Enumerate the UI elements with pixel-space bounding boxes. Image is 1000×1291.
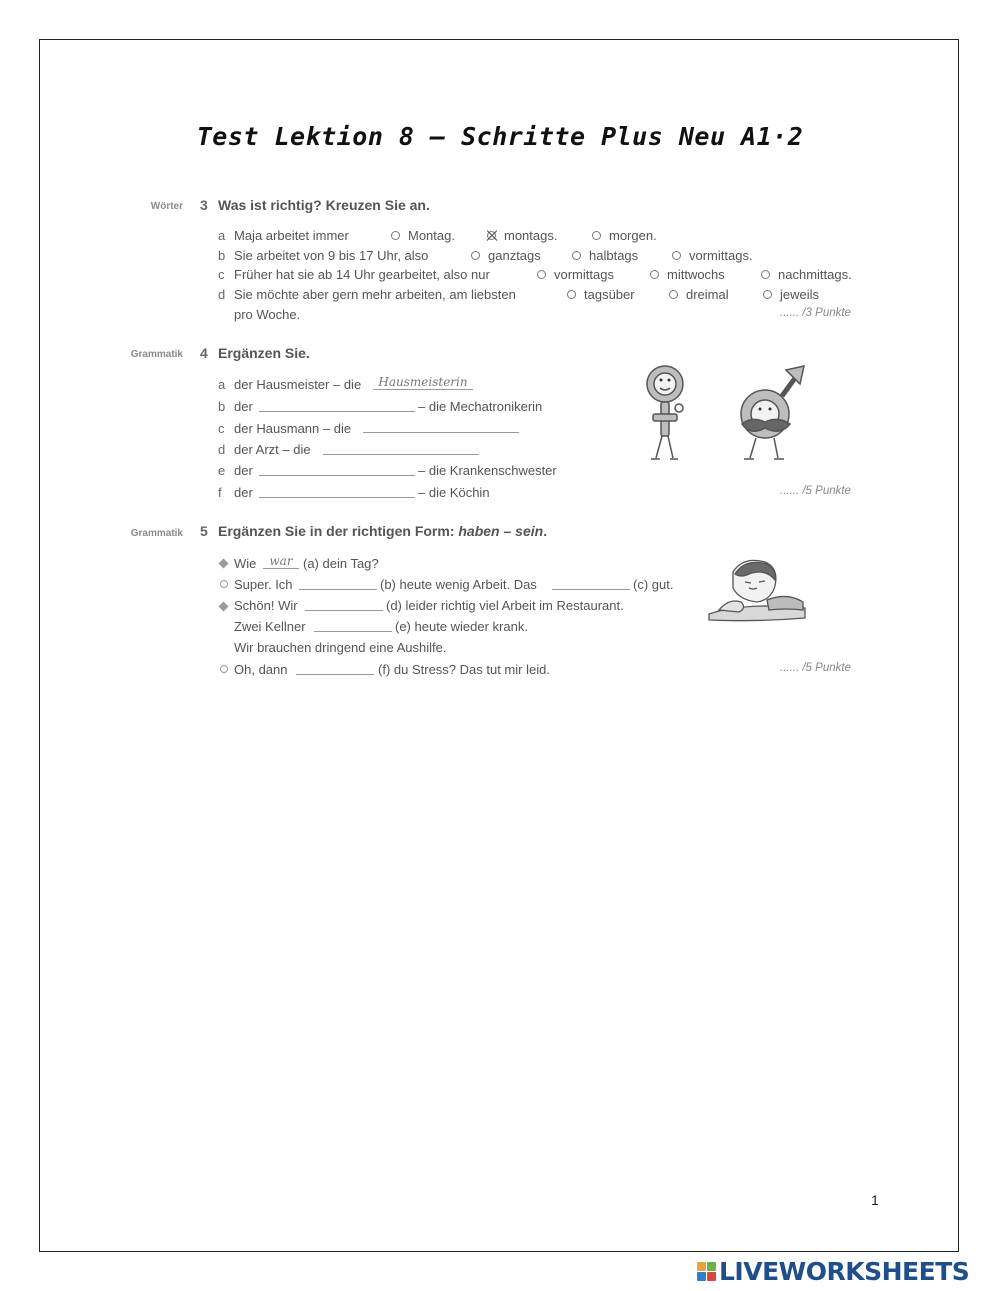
item-text: der Hausmann – die [234,421,352,436]
item-letter: d [218,442,226,457]
dialogue-text: (e) heute wieder krank. [395,619,528,634]
speaker-b-bullet-icon [220,665,228,673]
answer-blank[interactable] [259,400,415,412]
section-5-number: 5 [200,523,208,539]
item-text: Sie arbeitet von 9 bis 17 Uhr, also [234,248,429,263]
option-radio[interactable]: Montag. [391,228,455,243]
item-text: – die Köchin [418,485,490,500]
answer-blank[interactable] [259,464,415,476]
points-score: ...... /3 Punkte [780,307,851,319]
answer-blank[interactable] [305,599,383,611]
item-text: der Hausmeister – die [234,377,362,392]
radio-circle-icon [650,270,659,279]
points-score: ...... /5 Punkte [780,485,851,497]
radio-circle-icon [537,270,546,279]
item-text: – die Krankenschwester [418,463,557,478]
radio-circle-icon [471,251,480,260]
dialogue-text: Wir brauchen dringend eine Aushilfe. [234,640,447,655]
dialogue-text: (d) leider richtig viel Arbeit im Restaurant. [386,598,624,613]
item-letter: b [218,248,226,263]
dialogue-text: (b) heute wenig Arbeit. Das [380,577,537,592]
female-symbol-icon [647,366,683,459]
radio-circle-icon [669,290,678,299]
answer-blank[interactable] [363,421,519,433]
item-letter: c [218,267,225,282]
speaker-b-bullet-icon [220,580,228,588]
item-letter: e [218,463,226,478]
dialogue-text: Zwei Kellner [234,619,306,634]
option-radio[interactable]: morgen. [592,228,657,243]
section-4-title: Ergänzen Sie. [218,345,310,361]
answer-blank[interactable] [259,486,415,498]
option-radio[interactable]: ganztags [471,248,541,263]
option-radio[interactable]: vormittags. [672,248,753,263]
dialogue-text: (f) du Stress? Das tut mir leid. [378,662,550,677]
radio-circle-icon [572,251,581,260]
checked-circle-icon [487,231,496,240]
item-text: – die Mechatronikerin [418,399,543,414]
dialogue-text: (a) dein Tag? [303,556,379,571]
item-letter: b [218,399,226,414]
radio-circle-icon [567,290,576,299]
dialogue-text: Schön! Wir [234,598,298,613]
dialogue-text: (c) gut. [633,577,674,592]
continuation-text: pro Woche. [234,307,301,322]
radio-circle-icon [763,290,772,299]
answer-blank[interactable] [323,443,479,455]
section-5-label: Grammatik [130,528,183,539]
page-border [39,39,959,1252]
liveworksheets-logo[interactable] [697,1256,969,1286]
dialogue-text: Super. Ich [234,577,293,592]
section-3-label: Wörter [150,201,183,212]
answer-blank[interactable] [296,663,374,675]
answer-field-filled[interactable]: Hausmeisterin [373,375,473,390]
item-letter: d [218,287,226,302]
dialogue-text: Oh, dann [234,662,288,677]
radio-circle-icon [391,231,400,240]
section-4-number: 4 [200,345,208,361]
item-letter: f [218,485,222,500]
liveworksheets-logo-icon [697,1262,716,1281]
option-radio[interactable]: mittwochs [650,267,725,282]
section-3-title: Was ist richtig? Kreuzen Sie an. [218,197,430,213]
radio-circle-icon [761,270,770,279]
option-radio[interactable]: halbtags [572,248,638,263]
brand-text: LIVEWORKSHEETS [719,1256,970,1286]
option-radio[interactable]: tagsüber [567,287,635,302]
answer-blank[interactable] [314,620,392,632]
item-letter: a [218,377,226,392]
option-radio[interactable]: dreimal [669,287,729,302]
item-text: der [234,485,253,500]
item-letter: c [218,421,225,436]
section-3-number: 3 [200,197,208,213]
option-radio[interactable]: jeweils [763,287,819,302]
points-score: ...... /5 Punkte [780,662,851,674]
item-text: Maja arbeitet immer [234,228,349,243]
radio-circle-icon [592,231,601,240]
answer-blank[interactable] [552,578,630,590]
option-radio-checked[interactable]: montags. [487,228,557,243]
radio-circle-icon [672,251,681,260]
answer-field-filled[interactable]: war [263,554,299,569]
section-5-title: Ergänzen Sie in der richtigen Form: haben – sein. [218,523,548,539]
item-letter: a [218,228,226,243]
option-radio[interactable]: vormittags [537,267,614,282]
gender-symbols-illustration [640,362,815,470]
item-text: Sie möchte aber gern mehr arbeiten, am liebsten [234,287,516,302]
page-title: Test Lektion 8 – Schritte Plus Neu A1·2 [196,122,804,151]
item-text: der [234,463,253,478]
item-text: der [234,399,253,414]
item-text: der Arzt – die [234,442,311,457]
item-text: Früher hat sie ab 14 Uhr gearbeitet, also nur [234,267,490,282]
section-4-label: Grammatik [130,349,183,360]
dialogue-text: Wie [234,556,257,571]
tired-person-illustration [705,552,810,624]
page-number: 1 [871,1192,879,1208]
male-symbol-icon [741,366,804,459]
option-radio[interactable]: nachmittags. [761,267,852,282]
answer-blank[interactable] [299,578,377,590]
